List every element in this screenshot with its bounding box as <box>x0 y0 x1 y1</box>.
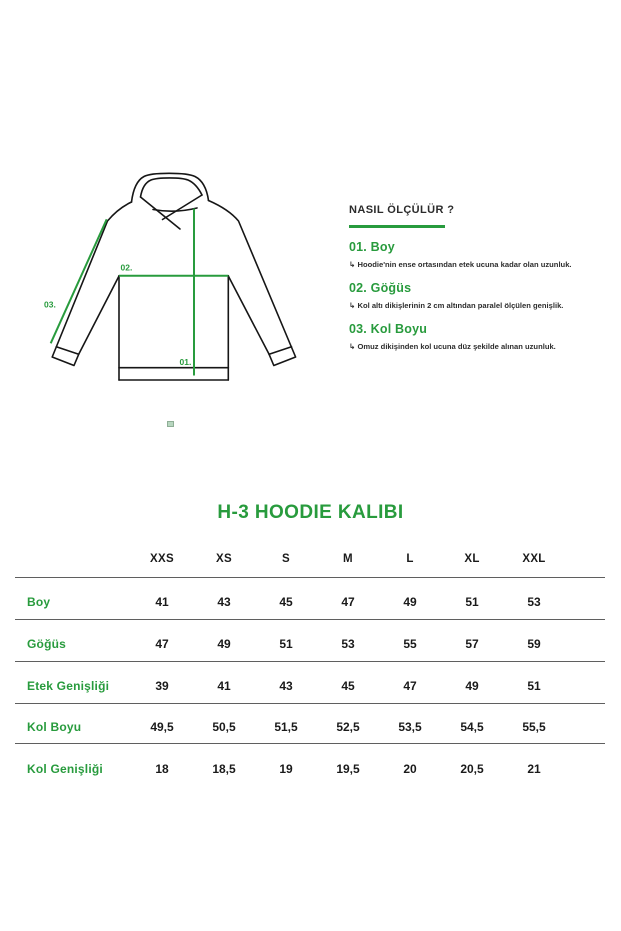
measurement-lines <box>51 209 229 376</box>
cell: 47 <box>341 594 355 609</box>
measure-desc-gogus: ↳ Kol altı dikişlerinin 2 cm altından paralel ölçülen genişlik. <box>349 300 564 310</box>
cell: 43 <box>279 678 293 693</box>
cell: 45 <box>279 594 293 609</box>
table-row-kol-genisligi <box>15 744 605 788</box>
cell: 57 <box>465 636 479 651</box>
column-header-m: M <box>343 553 353 565</box>
cell: 19 <box>279 762 293 776</box>
cell: 45 <box>341 678 355 693</box>
cell: 51 <box>465 594 479 609</box>
cell: 20,5 <box>460 762 484 776</box>
table-row-kol-boyu <box>15 704 605 744</box>
length-measure-label: 01. <box>179 357 192 367</box>
measure-title-gogus: 02. Göğüs <box>349 280 412 295</box>
row-label: Kol Genişliği <box>27 762 103 776</box>
measure-desc-kol-boyu: ↳ Omuz dikişinden kol ucuna düz şekilde alınan uzunluk. <box>349 341 556 351</box>
cell: 18,5 <box>212 762 236 776</box>
cell: 59 <box>527 636 541 651</box>
cell: 55,5 <box>522 719 546 734</box>
cell: 43 <box>217 594 231 609</box>
sleeve-measure-label: 03. <box>44 299 56 310</box>
cell: 49 <box>465 678 479 693</box>
cell: 39 <box>155 678 169 693</box>
column-header-xxs: XXS <box>150 553 174 565</box>
print-artifact-dot <box>167 421 174 427</box>
column-header-l: L <box>406 553 414 565</box>
cell: 49,5 <box>150 719 174 734</box>
cell: 18 <box>155 762 169 776</box>
row-label: Kol Boyu <box>27 719 82 734</box>
measure-title-boy: 01. Boy <box>349 239 395 254</box>
cell: 47 <box>155 636 169 651</box>
column-header-xs: XS <box>216 553 232 565</box>
cell: 52,5 <box>336 719 360 734</box>
cell: 47 <box>403 678 417 693</box>
table-row-etek-genisligi <box>15 662 605 704</box>
cell: 51 <box>527 678 541 693</box>
row-label: Boy <box>27 594 51 609</box>
cell: 49 <box>403 594 417 609</box>
measure-desc-boy: ↳ Hoodie'nin ense ortasından etek ucuna kadar olan uzunluk. <box>349 259 572 269</box>
cell: 51,5 <box>274 719 298 734</box>
table-row-boy <box>15 578 605 620</box>
cell: 53,5 <box>398 719 422 734</box>
cell: 21 <box>527 762 541 776</box>
cell: 53 <box>527 594 541 609</box>
how-to-measure-section <box>349 204 619 351</box>
cell: 53 <box>341 636 355 651</box>
row-label: Etek Genişliği <box>27 678 110 693</box>
measure-title-kol-boyu: 03. Kol Boyu <box>349 321 428 336</box>
cell: 54,5 <box>460 719 484 734</box>
sleeve-measure-line <box>51 219 107 343</box>
heading-underline-rule <box>349 225 445 228</box>
column-header-xl: XL <box>464 553 480 565</box>
size-chart-table <box>15 541 605 788</box>
table-header-row <box>15 541 605 578</box>
cell: 49 <box>217 636 231 651</box>
chest-measure-label: 02. <box>120 262 133 273</box>
hoodie-measurement-diagram <box>30 150 350 410</box>
column-header-xxl: XXL <box>522 553 546 565</box>
size-chart-title: H-3 HOODIE KALIBI <box>217 502 404 523</box>
cell: 20 <box>403 762 417 776</box>
how-to-measure-heading: NASIL ÖLÇÜLÜR ? <box>349 204 455 216</box>
cell: 55 <box>403 636 417 651</box>
cell: 51 <box>279 636 293 651</box>
table-row-gogus <box>15 620 605 662</box>
column-header-s: S <box>282 553 290 565</box>
cell: 50,5 <box>212 719 236 734</box>
row-label: Göğüs <box>27 636 66 651</box>
cell: 19,5 <box>336 762 360 776</box>
cell: 41 <box>217 678 231 693</box>
cell: 41 <box>155 594 169 609</box>
